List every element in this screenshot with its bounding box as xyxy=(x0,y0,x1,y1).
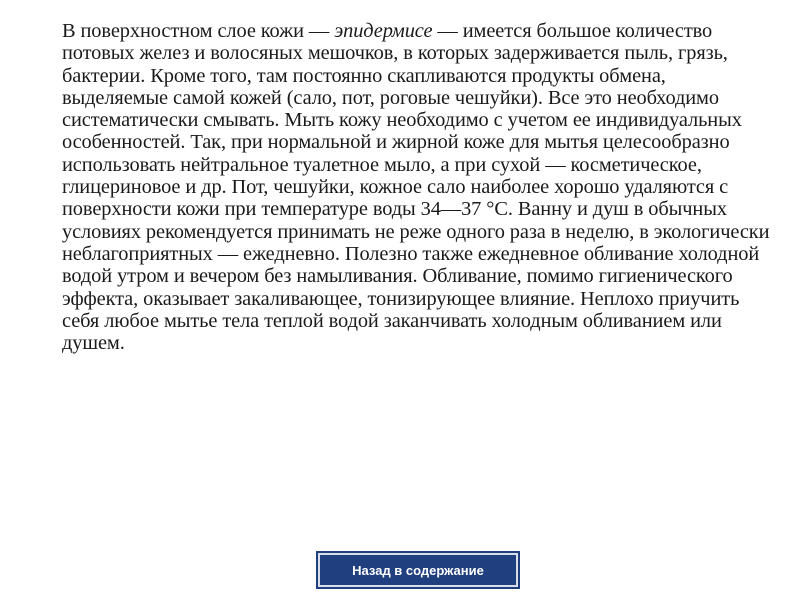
paragraph-text-rest: — имеется большое количество потовых желез и волосяных мешочков, в которых задерживается пыль, грязь, бактерии. Кроме того, там постоянно скапливаются продукты обмена, выделяемые самой кожей (сало, пот, роговые чешуйки). Все это необходимо систематически смывать. Мыть кожу необходимо с учетом ее индивидуальных особенностей. Так, при нормальной и жирной коже для мытья целесообразно использовать нейтральное туалетное мыло, а при сухой — косметическое, глицериновое и др. Пот, чешуйки, кожное сало наиболее хорошо удаляются с поверхности кожи при температуре воды 34—37 °С. Ванну и душ в обычных условиях рекомендуется принимать не реже одного раза в неделю, в экологически неблагоприятных — ежедневно. Полезно также ежедневное обливание холодной водой утром и вечером без намыливания. Обливание, помимо гигиенического эффекта, оказывает закаливающее, тонизирующее влияние. Неплохо приучить себя любое мытье тела теплой водой заканчивать холодным обливанием или душем. xyxy=(62,20,770,355)
paragraph-text-start: В поверхностном слое кожи — xyxy=(62,20,335,42)
back-to-contents-label: Назад в содержание xyxy=(352,562,484,578)
back-to-contents-button[interactable] xyxy=(318,553,518,587)
body-paragraph xyxy=(62,20,772,354)
term-epidermis: эпидермисе xyxy=(334,20,433,42)
